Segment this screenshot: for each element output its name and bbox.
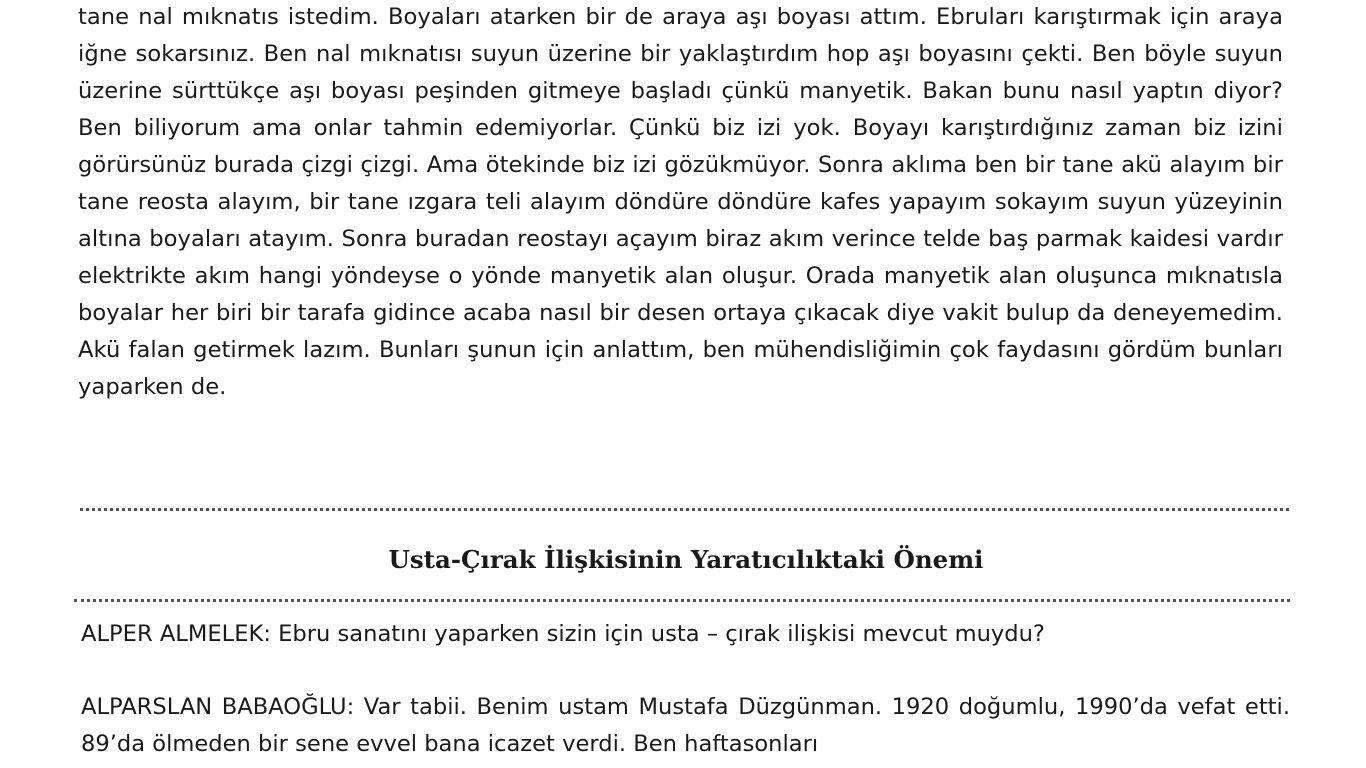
dotted-divider-bottom	[74, 599, 1290, 602]
interview-question: ALPER ALMELEK: Ebru sanatını yaparken sizin için usta – çırak ilişkisi mevcut muydu?	[81, 621, 1045, 647]
interview-answer: ALPARSLAN BABAOĞLU: Var tabii. Benim ustam Mustafa Düzgünman. 1920 doğumlu, 1990’da vefat etti. 89’da ölmeden bir sene evvel bana icazet verdi. Ben haftasonları	[81, 694, 1290, 757]
dotted-divider-top	[80, 508, 1289, 511]
body-paragraph: tane nal mıknatıs istedim. Boyaları atarken bir de araya aşı boyası attım. Ebruları karıştırmak için araya iğne sokarsınız. Ben nal mıknatısı suyun üzerine bir yaklaştırdım hop aşı boyasını çekti. Ben böyle suyun üzerine sürttükçe aşı boyası peşinden gitmeye başladı çünkü manyetik. Bakan bunu nasıl yaptın diyor? Ben biliyorum ama onlar tahmin edemiyorlar. Çünkü biz izi yok. Boyayı karıştırdığınız zaman biz izini görürsünüz burada çizgi çizgi. Ama ötekinde biz izi gözükmüyor. Sonra aklıma ben bir tane akü alayım bir tane reosta alayım, bir tane ızgara teli alayım döndüre döndüre kafes yapayım sokayım suyun yüzeyinin altına boyaları atayım. Sonra buradan reostayı açayım biraz akım verince telde baş parmak kaidesi vardır elektrikte akım hangi yöndeyse o yönde manyetik alan oluşur. Orada manyetik alan oluşunca mıknatısla boyalar her biri bir tarafa gidince acaba nasıl bir desen ortaya çıkacak diye vakit bulup da deneyemedim. Akü falan getirmek lazım. Bunları şunun için anlattım, ben mühendisliğimin çok faydasını gördüm bunları yaparken de.	[78, 4, 1283, 400]
section-heading: Usta-Çırak İlişkisinin Yaratıcılıktaki Önemi	[388, 545, 984, 574]
